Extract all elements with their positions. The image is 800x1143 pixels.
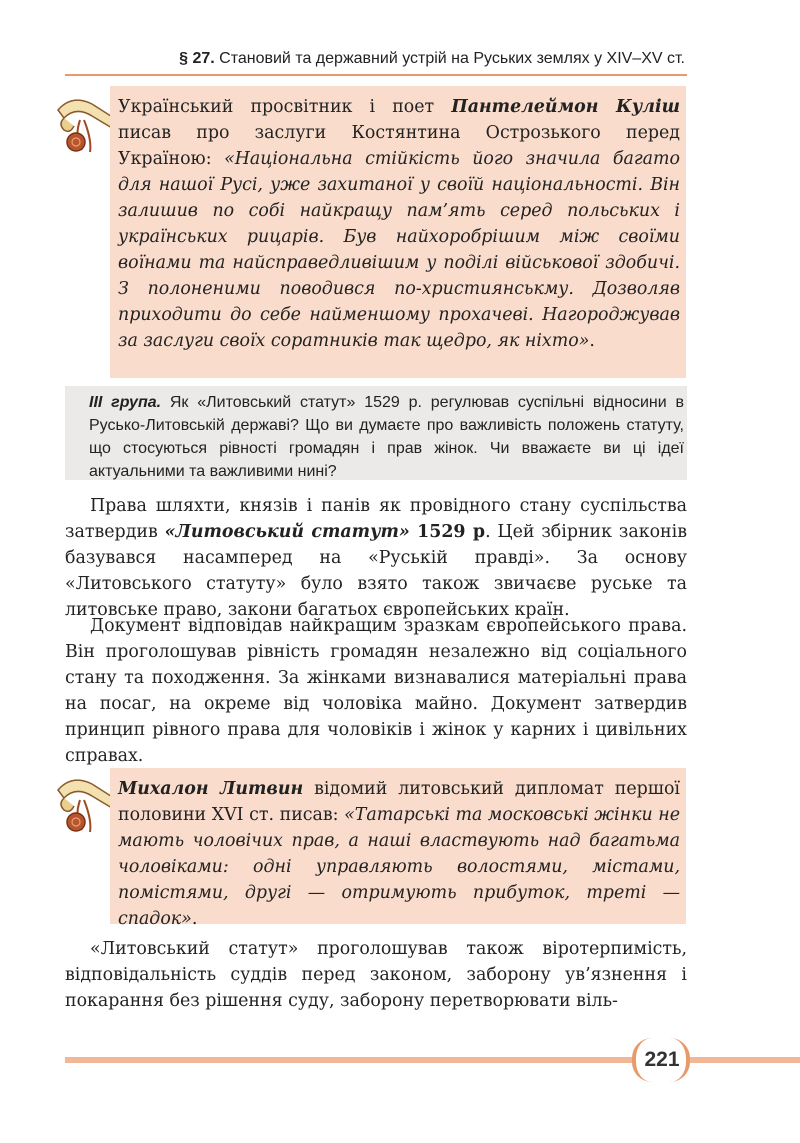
task-box — [65, 386, 687, 480]
paragraph: Права шляхти, князів і панів як провідного стану суспільства затвердив «Литовський статут» 1529 р. Цей збірник законів базувався насамперед на «Руській правді». За основу «Литовського статуту» було взято також звичаєве руське та литовське право, закони багатьох європейських країн. — [65, 496, 687, 620]
author-name: Пантелеймон Куліш — [451, 97, 680, 117]
paragraph: «Литовський статут» проголошував також віротерпимість, відповідальність суддів перед законом, заборону ув’язнення і покарання без рішення суду, заборону перетворювати віль- — [65, 939, 687, 1011]
task-label: III група. — [89, 394, 162, 411]
section-number: § 27. — [179, 50, 215, 67]
author-name: Михалон Литвин — [118, 779, 304, 799]
quote-kulish: Український просвітник і поет Пантелеймон Куліш писав про заслуги Костянтина Острозького перед Україною: «Національна стійкість його значила багато для нашої Русі, уже захитаної у своїй національності. Він залишив по собі найкращу пам’ять серед польських і українських рицарів. Був найхоробрішим між своїми воїнами та найсправедливішим у поділі військової здобичі. З полоненими поводився по-християнськму. Дозволяв приходити до себе найменшому прохачеві. Нагороджував за заслуги своїх соратників так щедро, як ніхто». — [118, 97, 680, 351]
paragraph: Документ відповідав найкращим зразкам європейського права. Він проголошував рівність громадян незалежно від соціального стану та походження. За жінками визнавалися матеріальні права на посаг, на окреме від чоловіка майно. Документ затвердив принцип рівного права для чоловіків і жінок у карних і цивільних справах. — [65, 616, 687, 766]
quote-lytvyn: Михалон Литвин відомий литовський дипломат першої половини XVI ст. писав: «Татарські та московські жінки не мають чоловічих прав, а наші властвують над багатьма чоловіками: одні управляють волостями, містами, помістями, другі — отримують прибуток, треті — спадок». — [118, 779, 680, 929]
quote-box-kulish — [110, 86, 686, 378]
quote-text: «Національна стійкість його значила багато для нашої Русі, уже захитаної у своїй національності. Він залишив по собі найкращу пам’ять серед польських і українських рицарів. Був найхоробрішим між своїми воїнами та найсправедливішим у поділі військової здобичі. З полоненими поводився по-християнськму. Дозволяв приходити до себе найменшому прохачеві. Нагороджував за заслуги своїх соратників так щедро, як ніхто» — [118, 149, 680, 351]
quote-text: «Татарські та московські жінки не мають чоловічих прав, а наші властвують над багатьма чоловіками: одні управляють волостями, містами, помістями, другі — отримують прибуток, треті — спадок» — [118, 805, 680, 929]
quote-box-lytvyn — [110, 768, 686, 929]
section-title: Становий та державний устрій на Руських землях у XIV–XV ст. — [219, 50, 685, 67]
header-divider — [65, 74, 687, 76]
task-text: III група. Як «Литовський статут» 1529 р. регулював суспільні відносини в Русько-Литовській державі? Що ви думаєте про важливість положень статуту, що стосуються рівності громадян і прав жінок. Чи вважаєте ви ці ідеї актуальними та важливими нині? — [89, 394, 684, 480]
page-number-badge — [636, 1040, 688, 1080]
running-header — [65, 50, 685, 68]
page-number: 221 — [644, 1048, 680, 1071]
